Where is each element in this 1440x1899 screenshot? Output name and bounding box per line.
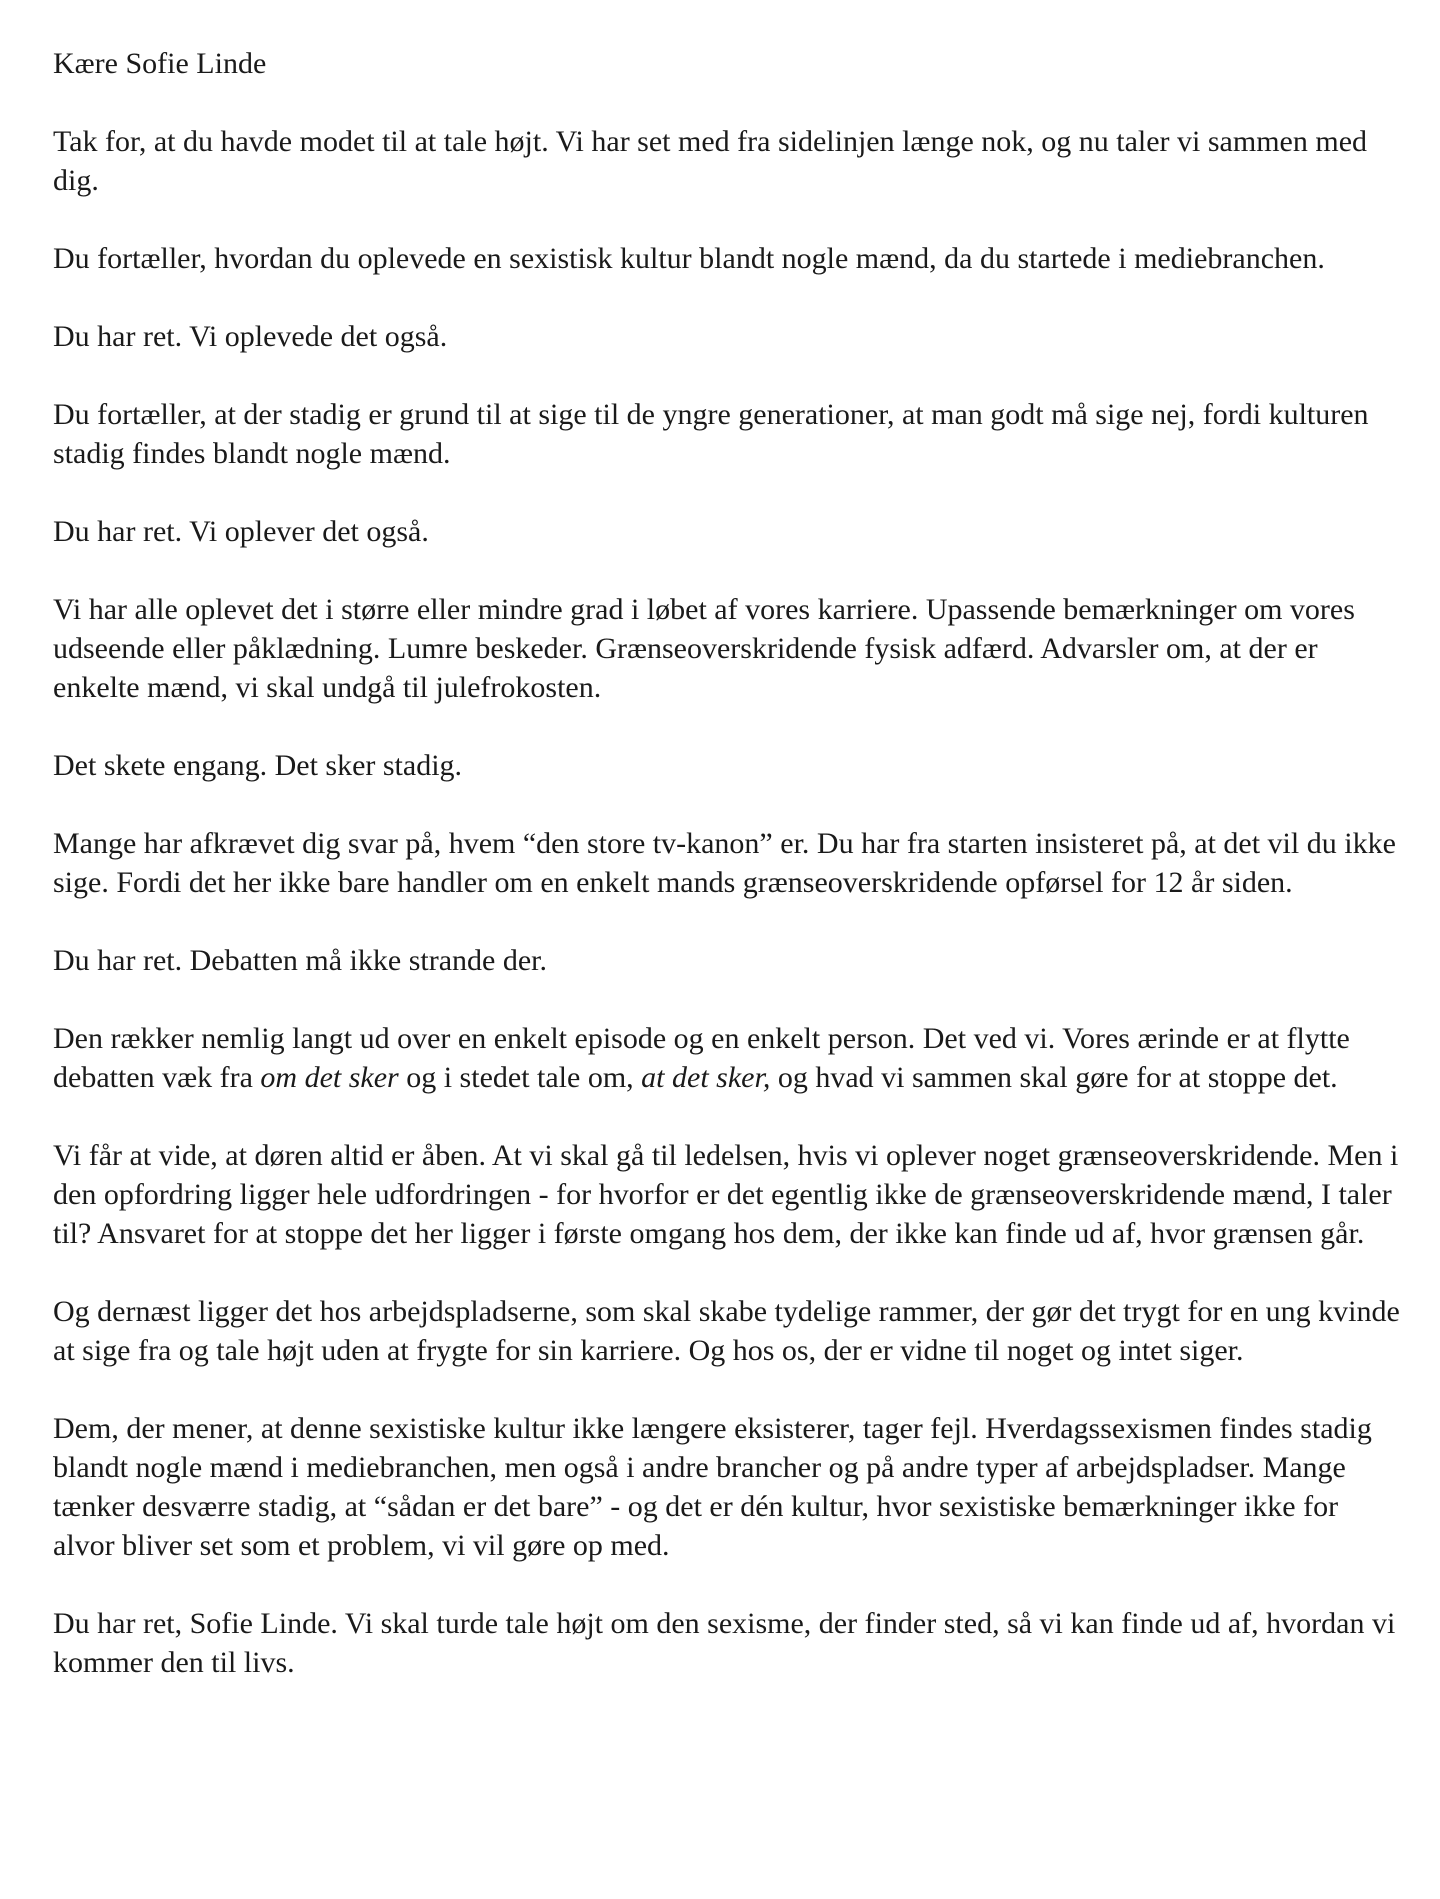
paragraph-10	[53, 1019, 1403, 1097]
paragraph-11: Vi får at vide, at døren altid er åben. At vi skal gå til ledelsen, hvis vi oplever noget grænseoverskridende. Men i den opfordring ligger hele udfordringen - for hvorfor er det egentlig ikke de grænseoverskridende mænd, I taler til? Ansvaret for at stoppe det her ligger i første omgang hos dem, der ikke kan finde ud af, hvor grænsen går.	[53, 1139, 1399, 1250]
paragraph-10-text-c: og i stedet tale om,	[398, 1061, 642, 1094]
letter-body	[53, 44, 1403, 1721]
paragraph-8: Mange har afkrævet dig svar på, hvem “den store tv-kanon” er. Du har fra starten insisteret på, at det vil du ikke sige. Fordi det her ikke bare handler om en enkelt mands grænseoverskridende opførsel for 12 år siden.	[53, 827, 1396, 899]
paragraph-7: Det skete engang. Det sker stadig.	[53, 749, 463, 782]
paragraph-4: Du fortæller, at der stadig er grund til at sige til de yngre generationer, at man godt må sige nej, fordi kulturen stadig findes blandt nogle mænd.	[53, 398, 1369, 470]
paragraph-12: Og dernæst ligger det hos arbejdspladserne, som skal skabe tydelige rammer, der gør det trygt for en ung kvinde at sige fra og tale højt uden at frygte for sin karriere. Og hos os, der er vidne til noget og intet siger.	[53, 1295, 1400, 1367]
paragraph-13: Dem, der mener, at denne sexistiske kultur ikke længere eksisterer, tager fejl. Hverdagssexismen findes stadig blandt nogle mænd i mediebranchen, men også i andre brancher og på andre typer af arbejdspladser. Mange tænker desværre stadig, at “sådan er det bare” - og det er dén kultur, hvor sexistiske bemærkninger ikke for alvor bliver set som et problem, vi vil gøre op med.	[53, 1412, 1372, 1562]
paragraph-14: Du har ret, Sofie Linde. Vi skal turde tale højt om den sexisme, der finder sted, så vi kan finde ud af, hvordan vi kommer den til livs.	[53, 1607, 1396, 1679]
paragraph-10-text-e: og hvad vi sammen skal gøre for at stoppe det.	[770, 1061, 1338, 1094]
paragraph-2: Du fortæller, hvordan du oplevede en sexistisk kultur blandt nogle mænd, da du startede i mediebranchen.	[53, 242, 1325, 275]
paragraph-1: Tak for, at du havde modet til at tale højt. Vi har set med fra sidelinjen længe nok, og nu taler vi sammen med dig.	[53, 125, 1368, 197]
paragraph-10-italic-om-det-sker: om det sker	[260, 1061, 399, 1094]
paragraph-6: Vi har alle oplevet det i større eller mindre grad i løbet af vores karriere. Upassende bemærkninger om vores udseende eller påklædning. Lumre beskeder. Grænseoverskridende fysisk adfærd. Advarsler om, at der er enkelte mænd, vi skal undgå til julefrokosten.	[53, 593, 1355, 704]
paragraph-9: Du har ret. Debatten må ikke strande der.	[53, 944, 547, 977]
letter-greeting: Kære Sofie Linde	[53, 47, 267, 80]
paragraph-10-italic-at-det-sker: at det sker,	[641, 1061, 771, 1094]
paragraph-5: Du har ret. Vi oplever det også.	[53, 515, 429, 548]
paragraph-10-text-a: Den rækker nemlig langt ud over en enkelt episode og en enkelt person. Det ved vi. Vores ærinde er at flytte debatten væk fra	[53, 1022, 1350, 1094]
paragraph-3: Du har ret. Vi oplevede det også.	[53, 320, 448, 353]
